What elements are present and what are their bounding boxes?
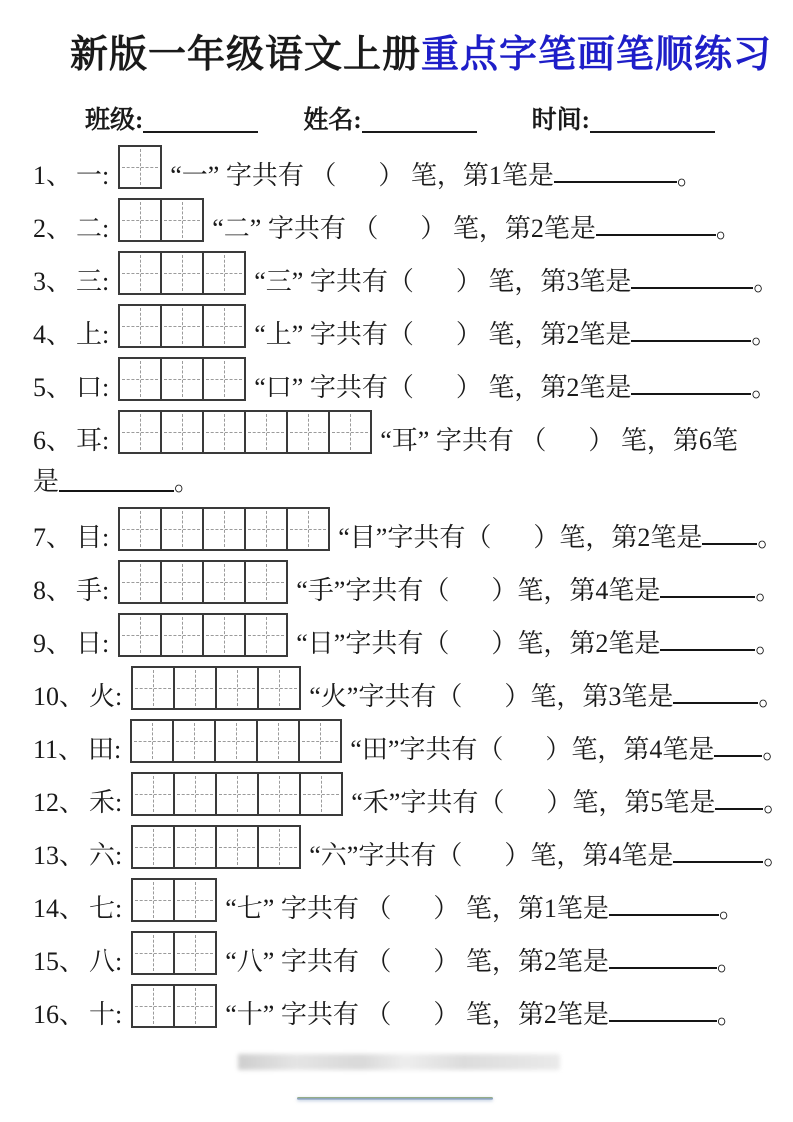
practice-box bbox=[173, 984, 217, 1028]
exercise-list bbox=[0, 145, 793, 1028]
answer-blank bbox=[714, 753, 762, 757]
period: 。 bbox=[755, 629, 782, 659]
exercise-character: 七: bbox=[89, 894, 123, 924]
practice-box bbox=[202, 613, 246, 657]
practice-box bbox=[202, 507, 246, 551]
footer-accent-line bbox=[297, 1097, 493, 1100]
practice-box bbox=[160, 304, 204, 348]
question-before: “火”字共有 bbox=[309, 682, 437, 712]
paren-open: （ bbox=[520, 426, 547, 456]
paren-open: （ bbox=[478, 788, 505, 818]
question-before: “一” 字共有 bbox=[170, 161, 311, 191]
paren-close: ） bbox=[433, 947, 460, 977]
period: 。 bbox=[676, 161, 703, 191]
exercise-character: 耳: bbox=[76, 426, 110, 456]
period: 。 bbox=[716, 1000, 743, 1030]
answer-blank bbox=[596, 232, 716, 236]
question-before: “口” 字共有 bbox=[254, 373, 388, 403]
question-after: 笔，第4笔是 bbox=[571, 735, 715, 765]
answer-blank bbox=[631, 391, 751, 395]
question-after: 笔，第2笔是 bbox=[459, 1000, 609, 1030]
paren-open: （ bbox=[310, 161, 337, 191]
exercise-row bbox=[33, 719, 793, 763]
practice-box bbox=[118, 251, 162, 295]
answer-blank bbox=[609, 912, 719, 916]
paren-close: ） bbox=[546, 788, 573, 818]
header-line bbox=[85, 100, 793, 136]
practice-box bbox=[299, 772, 343, 816]
exercise-number: 10、 bbox=[33, 682, 86, 712]
practice-box bbox=[286, 410, 330, 454]
question-after: 笔，第2笔是 bbox=[517, 629, 661, 659]
paren-close: ） bbox=[504, 841, 531, 871]
question-before: “六”字共有 bbox=[309, 841, 437, 871]
exercise-character: 禾: bbox=[89, 788, 123, 818]
question-after: 笔，第2笔是 bbox=[446, 214, 596, 244]
answer-blank bbox=[660, 647, 755, 651]
answer-blank bbox=[673, 700, 758, 704]
practice-box bbox=[160, 198, 204, 242]
question-after: 笔，第4笔是 bbox=[530, 841, 674, 871]
practice-box bbox=[172, 719, 216, 763]
practice-grid bbox=[118, 198, 204, 242]
practice-box bbox=[214, 719, 258, 763]
practice-grid bbox=[118, 251, 246, 295]
period: 。 bbox=[715, 214, 742, 244]
answer-blank bbox=[609, 965, 717, 969]
paren-open: （ bbox=[365, 894, 392, 924]
exercise-number: 4、 bbox=[33, 320, 73, 350]
exercise-number: 14、 bbox=[33, 894, 86, 924]
practice-box bbox=[118, 357, 162, 401]
period: 。 bbox=[755, 576, 782, 606]
practice-box bbox=[160, 507, 204, 551]
paren-open: （ bbox=[387, 373, 414, 403]
practice-box bbox=[244, 410, 288, 454]
practice-grid bbox=[131, 931, 217, 975]
question-after: 笔，第4笔是 bbox=[517, 576, 661, 606]
paren-open: （ bbox=[436, 841, 463, 871]
period: 。 bbox=[758, 682, 785, 712]
question-after: 笔，第1笔是 bbox=[459, 894, 609, 924]
paren-close: ） bbox=[504, 682, 531, 712]
paren-close: ） bbox=[491, 576, 518, 606]
question-before: “耳” 字共有 bbox=[380, 426, 521, 456]
name-blank bbox=[362, 127, 477, 133]
paren-close: ） bbox=[455, 373, 482, 403]
exercise-number: 9、 bbox=[33, 629, 73, 659]
exercise-row bbox=[33, 931, 793, 975]
practice-box bbox=[173, 825, 217, 869]
practice-box bbox=[131, 666, 175, 710]
practice-box bbox=[257, 825, 301, 869]
exercise-number: 12、 bbox=[33, 788, 86, 818]
paren-close: ） bbox=[378, 161, 405, 191]
question-before: “三” 字共有 bbox=[254, 267, 388, 297]
period: 。 bbox=[763, 841, 790, 871]
exercise-number: 8、 bbox=[33, 576, 73, 606]
question-before: “田”字共有 bbox=[350, 735, 478, 765]
exercise-row bbox=[33, 613, 793, 657]
practice-box bbox=[131, 878, 175, 922]
practice-box bbox=[202, 357, 246, 401]
paren-open: （ bbox=[365, 947, 392, 977]
practice-box bbox=[257, 666, 301, 710]
paren-open: （ bbox=[387, 267, 414, 297]
period: 。 bbox=[174, 466, 201, 496]
practice-box bbox=[215, 825, 259, 869]
paren-close: ） bbox=[533, 523, 560, 553]
practice-box bbox=[202, 251, 246, 295]
practice-box bbox=[215, 772, 259, 816]
answer-blank bbox=[609, 1018, 717, 1022]
time-label: 时间: bbox=[531, 106, 590, 134]
answer-blank bbox=[631, 338, 751, 342]
exercise-row bbox=[33, 410, 793, 454]
question-before: “手”字共有 bbox=[296, 576, 424, 606]
answer-blank bbox=[59, 488, 174, 492]
answer-blank bbox=[554, 179, 677, 183]
exercise-row bbox=[33, 560, 793, 604]
exercise-row bbox=[33, 825, 793, 869]
question-before: “十” 字共有 bbox=[225, 1000, 366, 1030]
question-after: 笔，第3笔是 bbox=[481, 267, 632, 297]
practice-box bbox=[160, 560, 204, 604]
practice-grid bbox=[131, 984, 217, 1028]
question-after: 笔，第3笔是 bbox=[530, 682, 674, 712]
practice-box bbox=[130, 719, 174, 763]
exercise-number: 7、 bbox=[33, 523, 73, 553]
paren-open: （ bbox=[436, 682, 463, 712]
answer-blank bbox=[673, 859, 763, 863]
paren-open: （ bbox=[423, 629, 450, 659]
paren-close: ） bbox=[455, 267, 482, 297]
practice-box bbox=[160, 613, 204, 657]
practice-grid bbox=[118, 507, 330, 551]
practice-box bbox=[202, 410, 246, 454]
question-after: 笔，第5笔是 bbox=[572, 788, 716, 818]
period: 。 bbox=[763, 788, 790, 818]
paren-close: ） bbox=[491, 629, 518, 659]
practice-box bbox=[118, 304, 162, 348]
exercise-character: 二: bbox=[76, 214, 110, 244]
exercise-row bbox=[33, 198, 793, 242]
exercise-row bbox=[33, 878, 793, 922]
question-before: “二” 字共有 bbox=[212, 214, 353, 244]
practice-box bbox=[256, 719, 300, 763]
practice-box bbox=[202, 560, 246, 604]
question-before: “日”字共有 bbox=[296, 629, 424, 659]
class-label: 班级: bbox=[85, 106, 144, 134]
period: 。 bbox=[762, 735, 789, 765]
answer-blank bbox=[702, 541, 757, 545]
exercise-number: 6、 bbox=[33, 426, 73, 456]
practice-box bbox=[160, 251, 204, 295]
exercise-character: 一: bbox=[76, 161, 110, 191]
exercise-row bbox=[33, 984, 793, 1028]
exercise-row bbox=[33, 772, 793, 816]
practice-box bbox=[215, 666, 259, 710]
practice-box bbox=[131, 931, 175, 975]
class-blank bbox=[143, 127, 258, 133]
practice-grid bbox=[118, 410, 372, 454]
question-before: “目”字共有 bbox=[338, 523, 466, 553]
period: 。 bbox=[718, 894, 745, 924]
practice-box bbox=[173, 772, 217, 816]
question-before: “上” 字共有 bbox=[254, 320, 388, 350]
exercise-number: 5、 bbox=[33, 373, 73, 403]
continuation-prefix: 是 bbox=[33, 466, 60, 496]
practice-box bbox=[244, 560, 288, 604]
exercise-number: 1、 bbox=[33, 161, 73, 191]
exercise-character: 田: bbox=[88, 735, 122, 765]
exercise-row-continuation bbox=[33, 462, 793, 498]
name-label: 姓名: bbox=[303, 106, 362, 134]
question-after: 笔，第2笔是 bbox=[459, 947, 609, 977]
practice-box bbox=[160, 357, 204, 401]
practice-box bbox=[173, 878, 217, 922]
question-after: 笔，第1笔是 bbox=[404, 161, 554, 191]
paren-close: ） bbox=[433, 894, 460, 924]
practice-grid bbox=[131, 825, 301, 869]
answer-blank bbox=[631, 285, 753, 289]
practice-box bbox=[118, 613, 162, 657]
exercise-row bbox=[33, 357, 793, 401]
exercise-row bbox=[33, 304, 793, 348]
practice-box bbox=[298, 719, 342, 763]
exercise-character: 日: bbox=[76, 629, 110, 659]
practice-grid bbox=[131, 878, 217, 922]
exercise-character: 十: bbox=[89, 1000, 123, 1030]
practice-box bbox=[286, 507, 330, 551]
practice-grid bbox=[131, 666, 301, 710]
practice-box bbox=[131, 825, 175, 869]
exercise-number: 3、 bbox=[33, 267, 73, 297]
period: 。 bbox=[757, 523, 784, 553]
exercise-row bbox=[33, 145, 793, 189]
exercise-number: 2、 bbox=[33, 214, 73, 244]
period: 。 bbox=[751, 373, 778, 403]
practice-box bbox=[118, 560, 162, 604]
practice-grid bbox=[118, 145, 162, 189]
question-after: 笔，第2笔是 bbox=[481, 373, 632, 403]
exercise-character: 上: bbox=[76, 320, 110, 350]
period: 。 bbox=[751, 320, 778, 350]
exercise-character: 八: bbox=[89, 947, 123, 977]
answer-blank bbox=[660, 594, 755, 598]
paren-open: （ bbox=[465, 523, 492, 553]
paren-close: ） bbox=[455, 320, 482, 350]
paren-open: （ bbox=[387, 320, 414, 350]
practice-box bbox=[173, 931, 217, 975]
practice-box bbox=[118, 145, 162, 189]
exercise-character: 目: bbox=[76, 523, 110, 553]
practice-box bbox=[244, 613, 288, 657]
practice-box bbox=[118, 507, 162, 551]
practice-box bbox=[118, 198, 162, 242]
exercise-character: 口: bbox=[76, 373, 110, 403]
practice-box bbox=[202, 304, 246, 348]
paren-open: （ bbox=[423, 576, 450, 606]
exercise-number: 11、 bbox=[33, 735, 85, 765]
question-after: 笔，第6笔 bbox=[614, 426, 738, 456]
practice-grid bbox=[118, 613, 288, 657]
practice-box bbox=[257, 772, 301, 816]
paren-open: （ bbox=[365, 1000, 392, 1030]
period: 。 bbox=[716, 947, 743, 977]
practice-box bbox=[244, 507, 288, 551]
practice-grid bbox=[130, 719, 342, 763]
question-before: “七” 字共有 bbox=[225, 894, 366, 924]
practice-box bbox=[173, 666, 217, 710]
title-black-part: 新版一年级语文上册 bbox=[70, 34, 422, 76]
exercise-number: 16、 bbox=[33, 1000, 86, 1030]
practice-grid bbox=[118, 304, 246, 348]
paren-close: ） bbox=[420, 214, 447, 244]
paren-close: ） bbox=[545, 735, 572, 765]
practice-box bbox=[131, 984, 175, 1028]
practice-grid bbox=[131, 772, 343, 816]
exercise-number: 13、 bbox=[33, 841, 86, 871]
time-blank bbox=[590, 127, 715, 133]
question-after: 笔，第2笔是 bbox=[559, 523, 703, 553]
watermark-blurred bbox=[238, 1054, 560, 1070]
paren-open: （ bbox=[352, 214, 379, 244]
question-before: “禾”字共有 bbox=[351, 788, 479, 818]
practice-grid bbox=[118, 560, 288, 604]
answer-blank bbox=[715, 806, 763, 810]
page-title bbox=[70, 34, 793, 78]
title-blue-part: 重点字笔画笔顺练习 bbox=[421, 34, 773, 76]
paren-close: ） bbox=[433, 1000, 460, 1030]
practice-box bbox=[131, 772, 175, 816]
exercise-character: 六: bbox=[89, 841, 123, 871]
paren-close: ） bbox=[588, 426, 615, 456]
practice-box bbox=[160, 410, 204, 454]
question-before: “八” 字共有 bbox=[225, 947, 366, 977]
exercise-character: 手: bbox=[76, 576, 110, 606]
practice-grid bbox=[118, 357, 246, 401]
exercise-number: 15、 bbox=[33, 947, 86, 977]
practice-box bbox=[118, 410, 162, 454]
paren-open: （ bbox=[477, 735, 504, 765]
exercise-row bbox=[33, 251, 793, 295]
question-after: 笔，第2笔是 bbox=[481, 320, 632, 350]
exercise-character: 三: bbox=[76, 267, 110, 297]
practice-box bbox=[328, 410, 372, 454]
period: 。 bbox=[753, 267, 780, 297]
exercise-character: 火: bbox=[89, 682, 123, 712]
exercise-row bbox=[33, 507, 793, 551]
exercise-row bbox=[33, 666, 793, 710]
